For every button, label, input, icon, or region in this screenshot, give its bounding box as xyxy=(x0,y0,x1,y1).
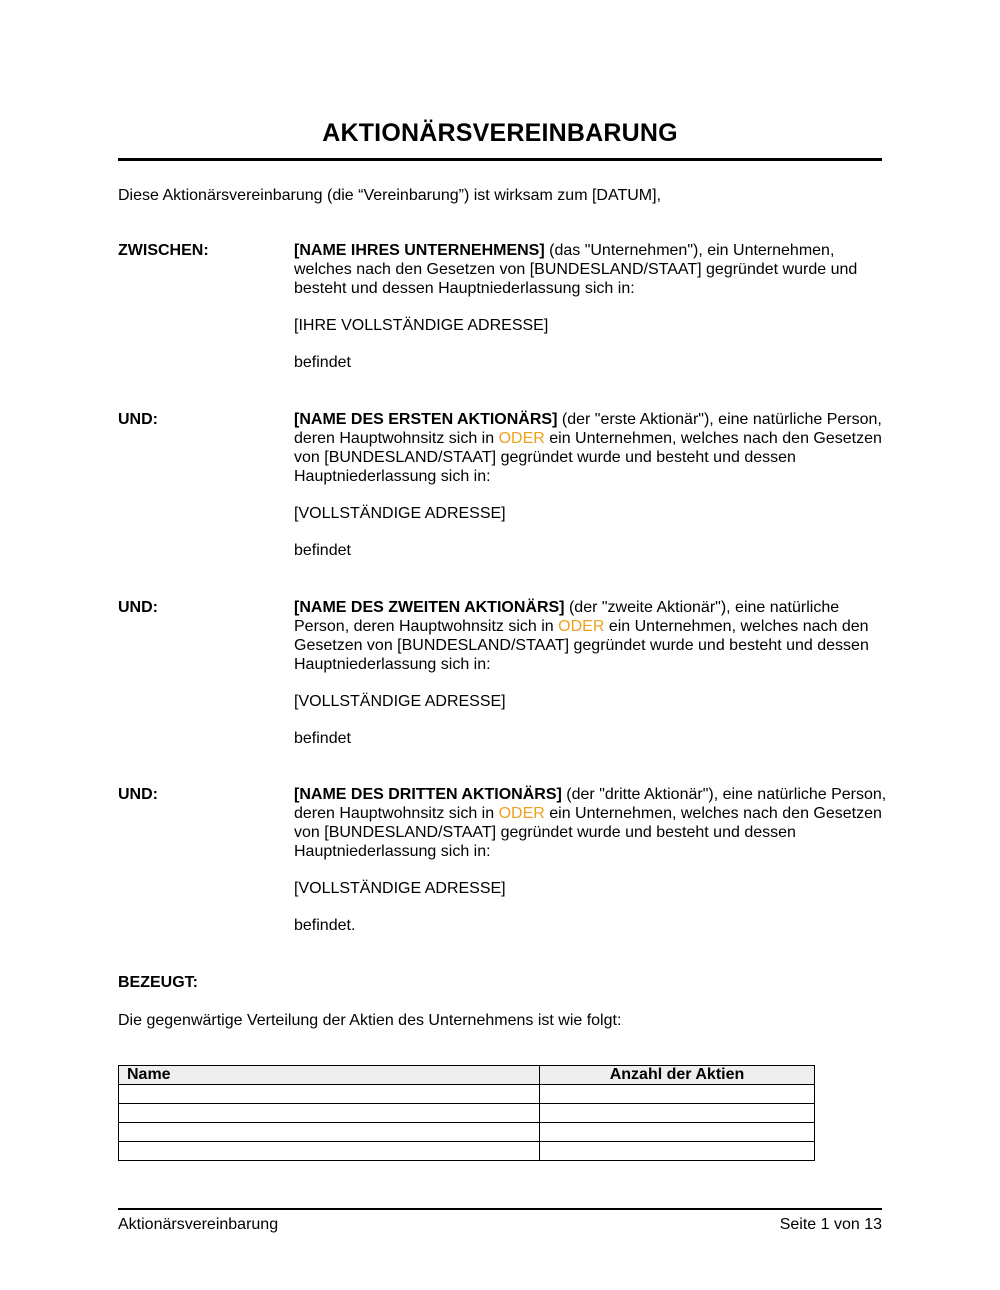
party-address: [VOLLSTÄNDIGE ADRESSE] xyxy=(294,693,506,710)
party-description xyxy=(294,598,894,674)
or-word-highlight: ODER xyxy=(558,618,605,635)
table-cell-share-count xyxy=(540,1104,815,1123)
table-cell-name xyxy=(119,1123,540,1142)
party-label: ZWISCHEN: xyxy=(118,242,209,259)
table-cell-share-count xyxy=(540,1123,815,1142)
party-closing: befindet xyxy=(294,354,351,371)
footer-page-number: Seite 1 von 13 xyxy=(779,1216,882,1233)
table-cell-share-count xyxy=(540,1085,815,1104)
party-label: UND: xyxy=(118,599,158,616)
party-closing: befindet. xyxy=(294,917,356,934)
party-name: [NAME DES DRITTEN AKTIONÄRS] xyxy=(294,786,562,803)
party-closing: befindet xyxy=(294,542,351,559)
party-body xyxy=(294,410,894,578)
column-header-share-count: Anzahl der Aktien xyxy=(540,1066,815,1085)
party-description xyxy=(294,241,894,298)
table-cell-name xyxy=(119,1085,540,1104)
party-closing: befindet xyxy=(294,730,351,747)
party-label: UND: xyxy=(118,411,158,428)
party-description xyxy=(294,410,894,486)
footer-document-name: Aktionärsvereinbarung xyxy=(118,1216,279,1233)
party-address: [VOLLSTÄNDIGE ADRESSE] xyxy=(294,880,506,897)
party-text-before: (der "dritte Aktionär"), eine natürliche Person, deren Hauptwohnsitz sich in xyxy=(294,786,887,822)
footer-divider xyxy=(118,1208,882,1210)
party-name: [NAME DES ERSTEN AKTIONÄRS] xyxy=(294,411,558,428)
document-title: AKTIONÄRSVEREINBARUNG xyxy=(322,119,678,147)
or-word-highlight: ODER xyxy=(498,805,545,822)
party-address: [IHRE VOLLSTÄNDIGE ADRESSE] xyxy=(294,317,549,334)
or-word-highlight: ODER xyxy=(498,430,545,447)
table-row xyxy=(119,1085,815,1104)
party-description xyxy=(294,785,894,861)
party-text-before: (der "erste Aktionär"), eine natürliche Person, deren Hauptwohnsitz sich in xyxy=(294,411,882,447)
table-cell-name xyxy=(119,1104,540,1123)
party-body xyxy=(294,785,894,953)
table-cell-share-count xyxy=(540,1142,815,1161)
intro-paragraph: Diese Aktionärsvereinbarung (die “Vereinbarung”) ist wirksam zum [DATUM], xyxy=(118,187,662,204)
party-text-after: ein Unternehmen, welches nach den Gesetzen von [BUNDESLAND/STAAT] gegründet wurde und besteht und dessen Hauptniederlassung sich in: xyxy=(294,618,869,673)
party-body xyxy=(294,241,894,390)
distribution-text: Die gegenwärtige Verteilung der Aktien des Unternehmens ist wie folgt: xyxy=(118,1012,622,1029)
party-text-after: ein Unternehmen, welches nach den Gesetzen von [BUNDESLAND/STAAT] gegründet wurde und besteht und dessen Hauptniederlassung sich in: xyxy=(294,805,882,860)
party-name: [NAME IHRES UNTERNEHMENS] xyxy=(294,242,545,259)
table-header-row xyxy=(119,1066,815,1085)
shares-table xyxy=(118,1065,815,1161)
party-name: [NAME DES ZWEITEN AKTIONÄRS] xyxy=(294,599,565,616)
witness-heading: BEZEUGT: xyxy=(118,974,198,991)
column-header-name: Name xyxy=(119,1066,540,1085)
table-cell-name xyxy=(119,1142,540,1161)
party-address: [VOLLSTÄNDIGE ADRESSE] xyxy=(294,505,506,522)
party-body xyxy=(294,598,894,766)
title-divider xyxy=(118,158,882,161)
table-row xyxy=(119,1142,815,1161)
party-text-after: ein Unternehmen, welches nach den Gesetzen von [BUNDESLAND/STAAT] gegründet wurde und besteht und dessen Hauptniederlassung sich in: xyxy=(294,430,882,485)
table-row xyxy=(119,1104,815,1123)
party-text: (das "Unternehmen"), ein Unternehmen, welches nach den Gesetzen von [BUNDESLAND/STAAT] gegründet wurde und besteht und dessen Hauptniederlassung sich in: xyxy=(294,242,858,297)
table-row xyxy=(119,1123,815,1142)
party-label: UND: xyxy=(118,786,158,803)
party-text-before: (der "zweite Aktionär"), eine natürliche Person, deren Hauptwohnsitz sich in xyxy=(294,599,840,635)
